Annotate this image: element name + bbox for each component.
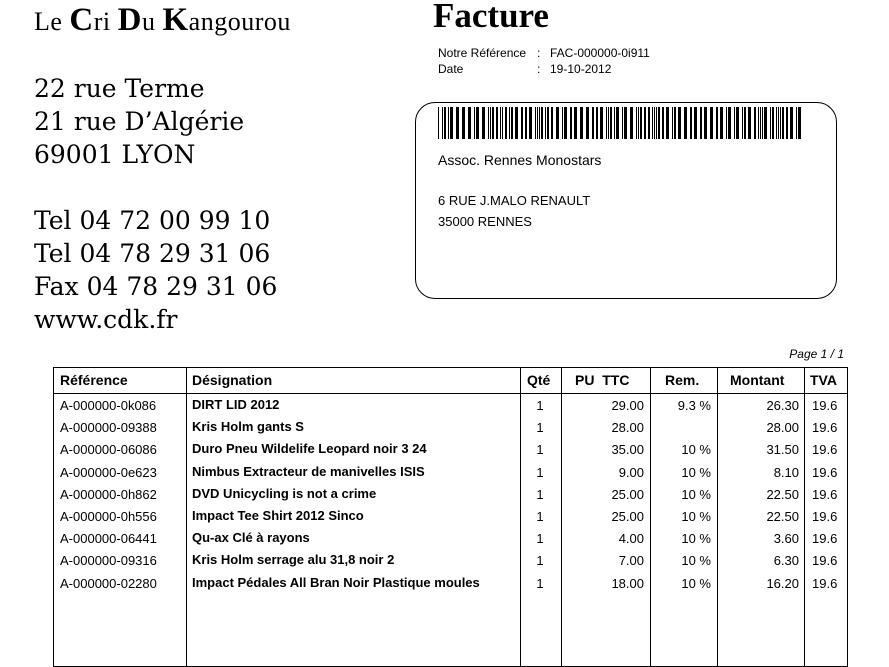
discount-cell: 10 % [681, 442, 711, 458]
reference-cell: A-000000-0h862 [60, 486, 157, 502]
unit-price-cell: 25.00 [611, 509, 644, 524]
vat-cell: 19.6 [812, 420, 838, 436]
barcode-bar [778, 107, 779, 139]
meta-row-date [438, 61, 650, 77]
barcode-bar [630, 107, 633, 139]
amount-cell: 22.50 [766, 486, 799, 502]
column-header-quantity: Qté [527, 372, 551, 388]
invoice-meta [438, 45, 650, 77]
barcode-bar [606, 107, 607, 139]
designation-cell: Duro Pneu Wildelife Leopard noir 3 24 [192, 441, 427, 457]
barcode-bar [764, 107, 767, 139]
barcode-bar [728, 107, 731, 139]
designation-cell: Impact Tee Shirt 2012 Sinco [192, 508, 364, 523]
barcode-bar [658, 107, 660, 139]
unit-price-cell: 7.00 [618, 553, 644, 569]
barcode-bar [796, 107, 797, 139]
barcode-bar [580, 107, 583, 139]
reference-cell: A-000000-09388 [60, 420, 157, 436]
meta-row-reference [438, 45, 650, 61]
amount-cell: 28.00 [766, 420, 799, 436]
designation-cell: Kris Holm serrage alu 31,8 noir 2 [192, 552, 395, 568]
designation-cell: Nimbus Extracteur de manivelles ISIS [192, 463, 425, 479]
barcode-bar [551, 107, 553, 139]
column-header-designation: Désignation [192, 372, 273, 388]
barcode-bar [772, 107, 774, 139]
barcode-bar [614, 107, 615, 139]
company-name-part: u [142, 7, 163, 36]
barcode-bar [570, 107, 572, 139]
barcode-bar [760, 107, 761, 139]
barcode-bar [656, 107, 657, 139]
company-name-part: ri [93, 7, 118, 36]
recipient-box [415, 102, 837, 299]
quantity-cell: 1 [536, 398, 544, 413]
barcode-bar [525, 107, 527, 139]
address-line: 21 rue D’Algérie [34, 107, 245, 136]
barcode-bar [515, 107, 518, 139]
barcode-bar [448, 107, 449, 139]
barcode [438, 107, 804, 139]
amount-cell: 22.50 [766, 509, 799, 524]
phone-line: Tel 04 78 29 31 06 [34, 239, 271, 268]
designation-cell: Qu-ax Clé à rayons [192, 530, 310, 546]
barcode-bar [539, 107, 540, 139]
discount-cell: 10 % [681, 486, 711, 502]
discount-cell: 10 % [681, 531, 711, 547]
document-title: Facture [433, 0, 549, 35]
discount-cell: 9.3 % [677, 398, 711, 413]
barcode-bar [678, 107, 681, 139]
barcode-bar [474, 107, 475, 139]
barcode-bar [762, 107, 763, 139]
barcode-bar [564, 107, 567, 139]
column-divider [804, 368, 805, 666]
barcode-bar [496, 107, 498, 139]
barcode-bar [790, 107, 793, 139]
barcode-bar [786, 107, 788, 139]
reference-cell: A-000000-09316 [60, 553, 157, 569]
unit-price-cell: 18.00 [611, 575, 644, 591]
discount-cell: 10 % [681, 464, 711, 480]
column-divider [186, 368, 187, 666]
column-header-vat: TVA [810, 372, 837, 388]
barcode-bar [694, 107, 697, 139]
phone-line: Tel 04 72 00 99 10 [34, 206, 271, 235]
barcode-bar [502, 107, 503, 139]
barcode-bar [596, 107, 598, 139]
barcode-bar [505, 107, 507, 139]
unit-price-cell: 28.00 [611, 420, 644, 436]
column-header-reference: Référence [60, 372, 128, 388]
reference-cell: A-000000-06086 [60, 442, 157, 458]
barcode-bar [535, 107, 536, 139]
barcode-bar [482, 107, 485, 139]
discount-cell: 10 % [681, 509, 711, 524]
meta-label: Notre Référence [438, 46, 527, 60]
amount-cell: 3.60 [773, 531, 799, 547]
unit-price-cell: 9.00 [618, 464, 644, 480]
barcode-bar [652, 107, 653, 139]
barcode-bar [624, 107, 627, 139]
discount-cell: 10 % [681, 553, 711, 569]
company-name-initial: C [69, 2, 94, 38]
vat-cell: 19.6 [812, 442, 838, 458]
barcode-bar [529, 107, 532, 139]
barcode-bar [462, 107, 465, 139]
barcode-bar [748, 107, 751, 139]
barcode-bar [770, 107, 771, 139]
vat-cell: 19.6 [812, 486, 838, 502]
barcode-bar [509, 107, 510, 139]
barcode-bar [736, 107, 739, 139]
barcode-bar [616, 107, 619, 139]
designation-cell: DVD Unicycling is not a crime [192, 485, 377, 501]
barcode-bar [450, 107, 453, 139]
barcode-bar [654, 107, 655, 139]
page-number: Page 1 / 1 [789, 347, 844, 361]
barcode-bar [456, 107, 459, 139]
reference-cell: A-000000-0k086 [60, 398, 157, 413]
barcode-bar [744, 107, 746, 139]
barcode-bar [476, 107, 479, 139]
address-line: 22 rue Terme [34, 74, 205, 103]
amount-cell: 26.30 [766, 398, 799, 413]
barcode-bar [690, 107, 692, 139]
amount-cell: 8.10 [773, 464, 799, 480]
quantity-cell: 1 [536, 553, 544, 569]
barcode-bar [511, 107, 513, 139]
barcode-bar [648, 107, 650, 139]
reference-cell: A-000000-02280 [60, 575, 157, 591]
barcode-bar [754, 107, 756, 139]
barcode-bar [610, 107, 612, 139]
designation-cell: DIRT LID 2012 [192, 397, 280, 412]
barcode-bar [545, 107, 546, 139]
barcode-bar [500, 107, 501, 139]
barcode-bar [726, 107, 727, 139]
unit-price-cell: 25.00 [611, 486, 644, 502]
quantity-cell: 1 [536, 442, 544, 458]
barcode-bar [556, 107, 559, 139]
barcode-bar [638, 107, 639, 139]
barcode-bar [438, 107, 439, 139]
barcode-bar [684, 107, 687, 139]
barcode-bar [541, 107, 543, 139]
quantity-cell: 1 [536, 531, 544, 547]
column-divider [650, 368, 651, 666]
barcode-bar [547, 107, 549, 139]
barcode-bar [672, 107, 673, 139]
amount-cell: 31.50 [766, 442, 799, 458]
quantity-cell: 1 [536, 464, 544, 480]
barcode-bar [492, 107, 494, 139]
vat-cell: 19.6 [812, 398, 838, 413]
barcode-bar [776, 107, 777, 139]
barcode-bar [742, 107, 743, 139]
column-divider [561, 368, 562, 666]
column-header-unit-price: PU TTC [575, 372, 630, 388]
barcode-bar [488, 107, 489, 139]
barcode-bar [644, 107, 646, 139]
reference-cell: A-000000-06441 [60, 531, 157, 547]
barcode-bar [537, 107, 538, 139]
barcode-bar [592, 107, 594, 139]
barcode-bar [720, 107, 723, 139]
barcode-bar [600, 107, 603, 139]
meta-separator: : [537, 62, 541, 76]
barcode-bar [521, 107, 523, 139]
barcode-bar [758, 107, 759, 139]
quantity-cell: 1 [536, 420, 544, 436]
barcode-bar [716, 107, 718, 139]
company-name [34, 2, 291, 39]
unit-price-cell: 29.00 [611, 398, 644, 413]
company-name-initial: D [117, 2, 142, 38]
quantity-cell: 1 [536, 509, 544, 524]
reference-cell: A-000000-0e623 [60, 464, 157, 480]
vat-cell: 19.6 [812, 464, 838, 480]
barcode-bar [622, 107, 623, 139]
company-name-part: Le [34, 7, 70, 36]
column-header-amount: Montant [730, 372, 785, 388]
barcode-bar [490, 107, 491, 139]
vat-cell: 19.6 [812, 575, 838, 591]
designation-cell: Impact Pédales All Bran Noir Plastique moules [192, 574, 480, 590]
barcode-bar [562, 107, 563, 139]
barcode-bar [798, 107, 801, 139]
recipient-city: 35000 RENNES [438, 214, 532, 229]
company-contact [34, 204, 277, 336]
discount-cell: 10 % [681, 575, 711, 591]
column-header-discount: Rem. [665, 372, 700, 388]
barcode-bar [574, 107, 577, 139]
invoice-table [53, 367, 848, 667]
barcode-bar [442, 107, 443, 139]
company-address [34, 72, 244, 171]
vat-cell: 19.6 [812, 553, 838, 569]
barcode-bar [468, 107, 471, 139]
barcode-bar [734, 107, 735, 139]
vat-cell: 19.6 [812, 531, 838, 547]
fax-line: Fax 04 78 29 31 06 [34, 272, 278, 301]
recipient-name: Assoc. Rennes Monostars [438, 152, 602, 168]
barcode-bar [704, 107, 707, 139]
address-line: 69001 LYON [34, 140, 196, 169]
barcode-bar [666, 107, 669, 139]
barcode-bar [586, 107, 589, 139]
meta-label: Date [438, 62, 464, 76]
quantity-cell: 1 [536, 575, 544, 591]
company-name-part: angourou [188, 7, 291, 36]
barcode-bar [674, 107, 676, 139]
website-line: www.cdk.fr [34, 305, 178, 334]
company-name-initial: K [162, 2, 189, 38]
barcode-bar [640, 107, 642, 139]
designation-cell: Kris Holm gants S [192, 419, 304, 435]
barcode-bar [444, 107, 446, 139]
quantity-cell: 1 [536, 486, 544, 502]
amount-cell: 6.30 [773, 553, 799, 569]
meta-value: FAC-000000-0i911 [550, 46, 650, 60]
unit-price-cell: 35.00 [611, 442, 644, 458]
meta-value: 19-10-2012 [550, 62, 612, 76]
barcode-bar [710, 107, 713, 139]
barcode-bar [636, 107, 637, 139]
unit-price-cell: 4.00 [618, 531, 644, 547]
barcode-bar [662, 107, 664, 139]
barcode-bar [700, 107, 702, 139]
column-divider [717, 368, 718, 666]
vat-cell: 19.6 [812, 509, 838, 524]
barcode-bar [608, 107, 609, 139]
barcode-bar [780, 107, 781, 139]
reference-cell: A-000000-0h556 [60, 509, 157, 524]
meta-separator: : [537, 46, 541, 60]
recipient-street: 6 RUE J.MALO RENAULT [438, 193, 591, 208]
barcode-bar [782, 107, 784, 139]
amount-cell: 16.20 [766, 575, 799, 591]
